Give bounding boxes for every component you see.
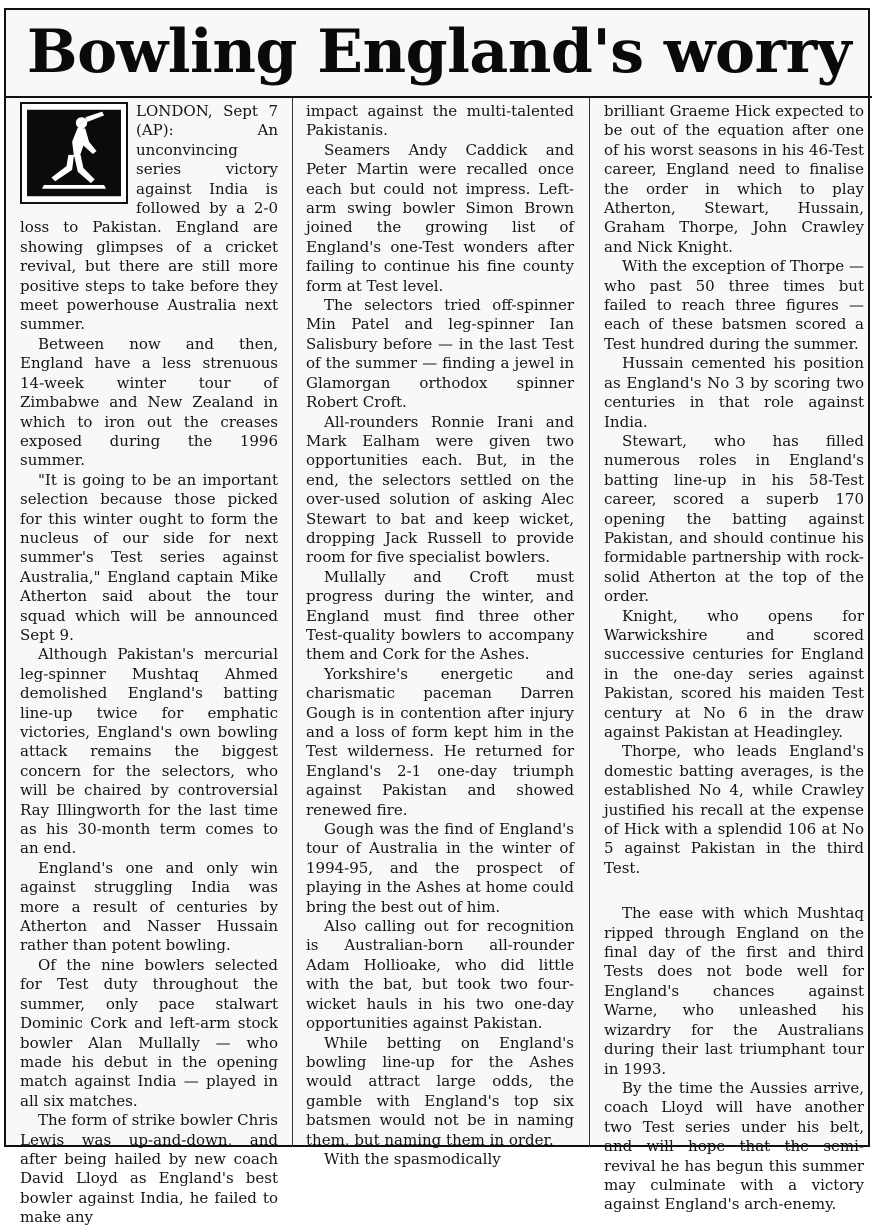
headline: Bowling England's worry [26,17,852,87]
paragraph: Yorkshire's energetic and charismatic paceman Darren Gough is in contention after injury and a loss of form kept him in the Test wilderness. He returned for England's 2-1 one-day triumph against Pakistan and showed renewed fire. [306,664,574,819]
cricket-batsman-silhouette-icon [27,109,121,197]
paragraph: Although Pakistan's mercurial leg-spinner Mushtaq Ahmed demolished England's batting line-up twice for emphatic victories, England's own bowling attack remains the biggest concern for the selectors, who will be chaired by controversial Ray Illingworth for the last time as his 30-month term comes to an end. [20,645,278,858]
cricket-logo [20,102,128,204]
paragraph: LONDON, Sept 7 (AP): An unconvincing series victory against India is followed by a 2-0 loss to Pakistan. England are showing glimpses of a cricket revival, but there are still more positive steps to take before they meet powerhouse Australia next summer. [20,102,278,334]
paragraph: The form of strike bowler Chris Lewis was up-and-down, and after being hailed by new coach David Lloyd as England's best bowler against India, he failed to make any [20,1111,278,1227]
paragraph: impact against the multi-talented Pakistanis. [306,102,574,140]
paragraph: Hussain cemented his position as England's No 3 by scoring two centuries in that role against India. [604,354,864,431]
paragraph: While betting on England's bowling line-up for the Ashes would attract large odds, the gamble with England's top six batsmen would not be in naming them, but naming them in order. [306,1033,574,1149]
column-divider [292,98,293,1147]
paragraph: With the exception of Thorpe — who past 50 three times but failed to reach three figures — each of these batsmen scored a Test hundred during the summer. [604,257,864,353]
paragraph: With the spasmodically [324,1149,501,1168]
article-column-3 [604,102,864,1214]
paragraph: The ease with which Mushtaq ripped through England on the final day of the first and third Tests does not bode well for England's chances against Warne, who unleashed his wizardry for the Australians during their last triumphant tour in 1993. [604,904,864,1078]
paragraph: Knight, who opens for Warwickshire and scored successive centuries for England in the one-day series against Pakistan, scored his maiden Test century at No 6 in the draw against Pakistan at Headingley. [604,606,864,741]
newspaper-clipping [4,8,870,1227]
paragraph: By the time the Aussies arrive, coach Lloyd will have another two Test series under his belt, and will hope that the semi-revival he has begun this summer may culminate with a victory against England's arch-enemy. [604,1078,864,1214]
article-column-1 [20,102,278,1227]
paragraph: England's one and only win against struggling India was more a result of centuries by Atherton and Nasser Hussain rather than potent bowling. [20,858,278,955]
paragraph: Between now and then, England have a less strenuous 14-week winter tour of Zimbabwe and New Zealand in which to iron out the creases exposed during the 1996 summer. [20,334,278,470]
paragraph: Mullally and Croft must progress during the winter, and England must find three other Test-quality bowlers to accompany them and Cork for the Ashes. [306,567,574,664]
paragraph: The selectors tried off-spinner Min Patel and leg-spinner Ian Salisbury before — in the last Test of the summer — finding a jewel in Glamorgan orthodox spinner Robert Croft. [306,296,574,412]
section-gap [604,878,864,904]
column-divider [589,98,590,1147]
article-column-2 [306,102,574,1168]
paragraph: Gough was the find of England's tour of Australia in the winter of 1994-95, and the prospect of playing in the Ashes at home could bring the best out of him. [306,820,574,916]
paragraph: "It is going to be an important selection because those picked for this winter ought to form the nucleus of our side for next summer's Test series against Australia," England captain Mike Atherton said about the tour squad which will be announced Sept 9. [20,470,278,644]
paragraph: Stewart, who has filled numerous roles in England's batting line-up in his 58-Test career, scored a superb 170 opening the batting against Pakistan, and should continue his formidable partnership with rock-solid Atherton at the top of the order. [604,431,864,606]
paragraph: Of the nine bowlers selected for Test duty throughout the summer, only pace stalwart Dominic Cork and left-arm stock bowler Alan Mullally — who made his debut in the opening match against India — played in all six matches. [20,955,278,1110]
paragraph: Thorpe, who leads England's domestic batting averages, is the established No 4, while Crawley justified his recall at the expense of Hick with a splendid 106 at No 5 against Pakistan in the third Test. [604,742,864,877]
paragraph: All-rounders Ronnie Irani and Mark Ealham were given two opportunities each. But, in the end, the selectors settled on the over-used solution of asking Alec Stewart to bat and keep wicket, dropping Jack Russell to provide room for five specialist bowlers. [306,412,574,567]
headline-rule [6,96,872,98]
paragraph: brilliant Graeme Hick expected to be out of the equation after one of his worst seasons in his 46-Test career, England need to finalise the order in which to play Atherton, Stewart, Hussain, Graham Thorpe, John Crawley and Nick Knight. [604,102,864,256]
paragraph: Also calling out for recognition is Australian-born all-rounder Adam Hollioake, who did little with the bat, but took two four-wicket hauls in his two one-day opportunities against Pakistan. [306,917,574,1033]
paragraph: Seamers Andy Caddick and Peter Martin were recalled once each but could not impress. Left-arm swing bowler Simon Brown joined the growing list of England's one-Test wonders after failing to continue his fine county form at Test level. [306,140,574,295]
